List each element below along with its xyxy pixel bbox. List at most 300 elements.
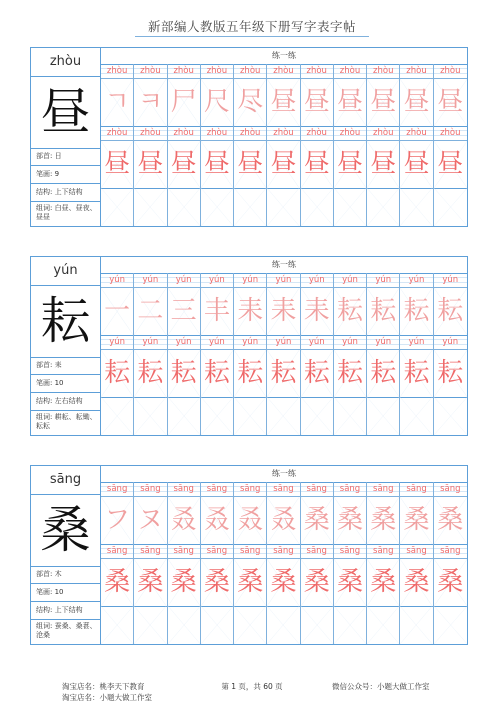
- practice-cell: [334, 126, 367, 189]
- practice-cell: [367, 335, 400, 398]
- char-info-panel: [31, 257, 101, 435]
- practice-cell[interactable]: [367, 397, 400, 435]
- cell-pinyin: yún: [400, 335, 432, 350]
- practice-cell[interactable]: [367, 188, 400, 226]
- practice-cell: [134, 335, 167, 398]
- cell-pinyin: sāng: [367, 544, 399, 559]
- practice-cell: [334, 544, 367, 607]
- tian-grid-box: [367, 288, 399, 336]
- trace-char: 桑: [203, 567, 230, 597]
- practice-cell[interactable]: [301, 606, 334, 644]
- trace-char: 耘: [237, 358, 264, 388]
- trace-char: 桑: [170, 567, 197, 597]
- char-structure: 结构: 上下结构: [31, 184, 100, 202]
- tian-grid-box: [301, 559, 333, 607]
- practice-cell[interactable]: [201, 188, 234, 226]
- stroke-order-char: 耘: [437, 296, 464, 326]
- char-words: 组词: 耕耘、耘锄、耘耘: [36, 413, 97, 430]
- cell-pinyin: sāng: [267, 544, 299, 559]
- tian-grid-box: [367, 141, 399, 189]
- trace-char: 桑: [336, 567, 363, 597]
- practice-cell: [400, 273, 433, 336]
- practice-cell[interactable]: [201, 606, 234, 644]
- cell-pinyin: zhòu: [367, 126, 399, 141]
- tian-grid-box: [201, 559, 233, 607]
- stroke-order-char: 一: [104, 296, 131, 326]
- tian-grid-box: [134, 141, 166, 189]
- cell-pinyin: sāng: [101, 544, 133, 559]
- tian-grid-box: [267, 606, 299, 644]
- practice-cell: [134, 273, 167, 336]
- stroke-order-char: 耒: [237, 296, 264, 326]
- stroke-order-char: 叒: [270, 505, 297, 535]
- footer-page-number: 第 1 页，共 60 页: [221, 682, 283, 691]
- cell-pinyin: zhòu: [234, 64, 266, 79]
- trace-char: 桑: [370, 567, 397, 597]
- char-radical: 部首: 耒: [31, 357, 100, 375]
- tian-grid-box: [101, 288, 133, 336]
- tian-grid-box: [400, 188, 432, 226]
- cell-pinyin: zhòu: [267, 64, 299, 79]
- practice-cell: [134, 482, 167, 545]
- cell-pinyin: zhòu: [334, 126, 366, 141]
- stroke-order-char: 耘: [370, 296, 397, 326]
- cell-pinyin: sāng: [267, 482, 299, 497]
- practice-cell: [234, 544, 267, 607]
- tian-grid-box: [101, 606, 133, 644]
- stroke-order-char: 昼: [403, 87, 430, 117]
- tian-grid-box: [434, 350, 467, 398]
- tian-grid-box: [434, 559, 467, 607]
- practice-row: [101, 273, 467, 336]
- trace-char: 耘: [104, 358, 131, 388]
- cell-pinyin: yún: [101, 273, 133, 288]
- practice-row: [101, 64, 467, 127]
- trace-char: 耘: [170, 358, 197, 388]
- tian-grid-box: [400, 350, 432, 398]
- tian-grid-box: [301, 397, 333, 435]
- char-structure: 结构: 左右结构: [31, 393, 100, 411]
- trace-char: 桑: [270, 567, 297, 597]
- practice-cell: [101, 482, 134, 545]
- practice-cell[interactable]: [168, 606, 201, 644]
- practice-cell: [267, 335, 300, 398]
- cell-pinyin: zhòu: [434, 64, 467, 79]
- char-pinyin: zhòu: [31, 48, 100, 77]
- tian-grid-box: [434, 79, 467, 127]
- cell-pinyin: sāng: [400, 482, 432, 497]
- char-large: 耘: [31, 285, 100, 358]
- title-underline: [135, 36, 369, 37]
- tian-grid-box: [101, 497, 133, 545]
- tian-grid-box: [367, 188, 399, 226]
- tian-grid-box: [101, 397, 133, 435]
- practice-cell: [334, 64, 367, 127]
- stroke-order-char: 昼: [370, 87, 397, 117]
- tian-grid-box: [400, 79, 432, 127]
- footer-shop-2: 淘宝店名：小题大做工作室: [62, 693, 152, 702]
- tian-grid-box: [400, 497, 432, 545]
- cell-pinyin: zhòu: [267, 126, 299, 141]
- practice-cell: [434, 273, 467, 336]
- cell-pinyin: sāng: [367, 482, 399, 497]
- cell-pinyin: yún: [267, 273, 299, 288]
- stroke-order-char: 昼: [270, 87, 297, 117]
- tian-grid-box: [267, 141, 299, 189]
- tian-grid-box: [334, 188, 366, 226]
- practice-heading: 练一练: [101, 48, 467, 65]
- practice-cell[interactable]: [101, 397, 134, 435]
- stroke-order-char: 桑: [336, 505, 363, 535]
- trace-char: 昼: [104, 149, 131, 179]
- tian-grid-box: [301, 79, 333, 127]
- tian-grid-box: [434, 397, 467, 435]
- practice-cell: [367, 544, 400, 607]
- practice-cell: [434, 126, 467, 189]
- practice-cell: [168, 273, 201, 336]
- tian-grid-box: [234, 497, 266, 545]
- practice-cell[interactable]: [267, 397, 300, 435]
- cell-pinyin: yún: [168, 335, 200, 350]
- tian-grid-box: [101, 559, 133, 607]
- stroke-order-char: 桑: [303, 505, 330, 535]
- practice-cell[interactable]: [334, 188, 367, 226]
- tian-grid-box: [168, 288, 200, 336]
- tian-grid-box: [101, 79, 133, 127]
- practice-cell: [267, 64, 300, 127]
- tian-grid-box: [301, 606, 333, 644]
- practice-cell: [234, 482, 267, 545]
- practice-cell: [367, 482, 400, 545]
- tian-grid-box: [267, 288, 299, 336]
- cell-pinyin: zhòu: [101, 64, 133, 79]
- practice-row: [101, 606, 467, 644]
- practice-cell[interactable]: [301, 188, 334, 226]
- practice-cell: [334, 482, 367, 545]
- trace-char: 耘: [336, 358, 363, 388]
- practice-cell: [301, 64, 334, 127]
- tian-grid-box: [400, 397, 432, 435]
- tian-grid-box: [168, 350, 200, 398]
- trace-char: 昼: [370, 149, 397, 179]
- tian-grid-box: [234, 559, 266, 607]
- practice-row: [101, 482, 467, 545]
- tian-grid-box: [301, 188, 333, 226]
- practice-heading: 练一练: [101, 257, 467, 274]
- tian-grid-box: [134, 350, 166, 398]
- practice-row: [101, 397, 467, 435]
- stroke-order-char: 桑: [437, 505, 464, 535]
- stroke-order-char: 尸: [170, 87, 197, 117]
- tian-grid-box: [101, 188, 133, 226]
- trace-char: 桑: [303, 567, 330, 597]
- char-radical: 部首: 木: [31, 566, 100, 584]
- tian-grid-box: [201, 141, 233, 189]
- cell-pinyin: sāng: [134, 482, 166, 497]
- practice-cell: [434, 482, 467, 545]
- tian-grid-box: [201, 79, 233, 127]
- tian-grid-box: [234, 397, 266, 435]
- practice-cell: [367, 126, 400, 189]
- cell-pinyin: zhòu: [201, 126, 233, 141]
- tian-grid-box: [367, 397, 399, 435]
- practice-cell: [400, 544, 433, 607]
- tian-grid-box: [367, 350, 399, 398]
- cell-pinyin: zhòu: [201, 64, 233, 79]
- practice-cell: [400, 335, 433, 398]
- char-pinyin: sāng: [31, 466, 100, 495]
- trace-char: 昼: [270, 149, 297, 179]
- practice-row: [101, 188, 467, 226]
- tian-grid-box: [367, 559, 399, 607]
- stroke-order-char: 三: [170, 296, 197, 326]
- practice-cell[interactable]: [201, 397, 234, 435]
- tian-grid-box: [267, 559, 299, 607]
- cell-pinyin: sāng: [334, 482, 366, 497]
- practice-cell: [101, 126, 134, 189]
- tian-grid-box: [334, 350, 366, 398]
- practice-cell: [134, 126, 167, 189]
- practice-cell[interactable]: [234, 606, 267, 644]
- practice-cell[interactable]: [267, 188, 300, 226]
- tian-grid-box: [234, 188, 266, 226]
- cell-pinyin: sāng: [301, 482, 333, 497]
- char-card: [30, 465, 468, 645]
- stroke-order-char: 叒: [170, 505, 197, 535]
- stroke-order-char: 昼: [336, 87, 363, 117]
- trace-char: 耘: [203, 358, 230, 388]
- trace-char: 昼: [237, 149, 264, 179]
- practice-cell: [434, 64, 467, 127]
- cell-pinyin: zhòu: [367, 64, 399, 79]
- tian-grid-box: [134, 497, 166, 545]
- practice-cell[interactable]: [434, 397, 467, 435]
- tian-grid-box: [234, 288, 266, 336]
- cell-pinyin: yún: [168, 273, 200, 288]
- tian-grid-box: [101, 141, 133, 189]
- trace-char: 昼: [303, 149, 330, 179]
- tian-grid-box: [334, 397, 366, 435]
- practice-cell: [201, 64, 234, 127]
- tian-grid-box: [434, 497, 467, 545]
- stroke-order-char: フ: [104, 505, 131, 535]
- practice-cell: [434, 544, 467, 607]
- cell-pinyin: zhòu: [134, 64, 166, 79]
- stroke-order-char: 桑: [370, 505, 397, 535]
- practice-row: [101, 126, 467, 189]
- cell-pinyin: zhòu: [168, 126, 200, 141]
- practice-cell: [434, 335, 467, 398]
- practice-heading: 练一练: [101, 466, 467, 483]
- practice-cell: [101, 335, 134, 398]
- practice-cell[interactable]: [134, 606, 167, 644]
- practice-cell: [334, 335, 367, 398]
- cell-pinyin: zhòu: [434, 126, 467, 141]
- tian-grid-box: [434, 288, 467, 336]
- footer-wechat: 微信公众号：小题大做工作室: [332, 682, 430, 691]
- tian-grid-box: [201, 350, 233, 398]
- tian-grid-box: [400, 288, 432, 336]
- trace-char: 昼: [203, 149, 230, 179]
- cell-pinyin: zhòu: [400, 126, 432, 141]
- tian-grid-box: [201, 497, 233, 545]
- stroke-order-char: 叒: [203, 505, 230, 535]
- tian-grid-box: [334, 497, 366, 545]
- practice-cell[interactable]: [267, 606, 300, 644]
- char-words: 组词: 白昼、昼夜、昼昼: [36, 204, 97, 221]
- practice-cell[interactable]: [367, 606, 400, 644]
- tian-grid-box: [367, 497, 399, 545]
- tian-grid-box: [168, 141, 200, 189]
- cell-pinyin: yún: [234, 273, 266, 288]
- tian-grid-box: [367, 79, 399, 127]
- cell-pinyin: sāng: [434, 482, 467, 497]
- cell-pinyin: yún: [201, 335, 233, 350]
- stroke-order-char: 昼: [303, 87, 330, 117]
- practice-cell: [234, 64, 267, 127]
- cell-pinyin: yún: [301, 273, 333, 288]
- cell-pinyin: zhòu: [400, 64, 432, 79]
- practice-cell[interactable]: [400, 606, 433, 644]
- tian-grid-box: [301, 350, 333, 398]
- cell-pinyin: yún: [267, 335, 299, 350]
- practice-cell: [101, 273, 134, 336]
- tian-grid-box: [134, 559, 166, 607]
- practice-cell: [168, 335, 201, 398]
- cell-pinyin: yún: [234, 335, 266, 350]
- char-strokes: 笔画: 10: [31, 375, 100, 393]
- stroke-order-char: ㅋ: [137, 87, 163, 117]
- cell-pinyin: yún: [101, 335, 133, 350]
- tian-grid-box: [201, 606, 233, 644]
- tian-grid-box: [434, 141, 467, 189]
- practice-cell[interactable]: [434, 606, 467, 644]
- tian-grid-box: [267, 350, 299, 398]
- practice-cell[interactable]: [434, 188, 467, 226]
- char-strokes: 笔画: 10: [31, 584, 100, 602]
- tian-grid-box: [201, 288, 233, 336]
- cell-pinyin: sāng: [234, 544, 266, 559]
- practice-cell: [367, 64, 400, 127]
- tian-grid-box: [101, 350, 133, 398]
- practice-cell: [301, 126, 334, 189]
- practice-cell: [134, 544, 167, 607]
- tian-grid-box: [168, 606, 200, 644]
- char-structure: 结构: 上下结构: [31, 602, 100, 620]
- tian-grid-box: [334, 141, 366, 189]
- practice-cell: [367, 273, 400, 336]
- tian-grid-box: [234, 79, 266, 127]
- practice-grid: [101, 466, 467, 644]
- practice-cell: [201, 544, 234, 607]
- tian-grid-box: [234, 141, 266, 189]
- practice-cell: [400, 482, 433, 545]
- practice-cell[interactable]: [134, 397, 167, 435]
- practice-cell: [134, 64, 167, 127]
- practice-cell[interactable]: [134, 188, 167, 226]
- trace-char: 耘: [370, 358, 397, 388]
- cell-pinyin: sāng: [201, 544, 233, 559]
- practice-cell[interactable]: [234, 188, 267, 226]
- tian-grid-box: [201, 397, 233, 435]
- cell-pinyin: sāng: [168, 544, 200, 559]
- char-info-panel: [31, 48, 101, 226]
- tian-grid-box: [168, 397, 200, 435]
- trace-char: 耘: [270, 358, 297, 388]
- practice-cell: [168, 482, 201, 545]
- practice-cell[interactable]: [334, 606, 367, 644]
- char-info-panel: [31, 466, 101, 644]
- trace-char: 昼: [170, 149, 197, 179]
- practice-cell[interactable]: [301, 397, 334, 435]
- cell-pinyin: sāng: [334, 544, 366, 559]
- practice-cell: [301, 335, 334, 398]
- cell-pinyin: yún: [334, 273, 366, 288]
- practice-cell[interactable]: [400, 188, 433, 226]
- practice-cell[interactable]: [168, 188, 201, 226]
- cell-pinyin: sāng: [134, 544, 166, 559]
- tian-grid-box: [334, 559, 366, 607]
- tian-grid-box: [301, 497, 333, 545]
- practice-cell[interactable]: [400, 397, 433, 435]
- cell-pinyin: sāng: [201, 482, 233, 497]
- stroke-order-char: ヌ: [137, 505, 164, 535]
- practice-cell: [201, 273, 234, 336]
- trace-char: 耘: [303, 358, 330, 388]
- practice-cell: [334, 273, 367, 336]
- page-title: 新部编人教版五年级下册写字表字帖: [147, 19, 356, 34]
- cell-pinyin: sāng: [434, 544, 467, 559]
- stroke-order-char: 耒: [270, 296, 297, 326]
- cell-pinyin: zhòu: [168, 64, 200, 79]
- cell-pinyin: sāng: [301, 544, 333, 559]
- trace-char: 耘: [437, 358, 464, 388]
- cell-pinyin: sāng: [168, 482, 200, 497]
- practice-cell: [267, 544, 300, 607]
- tian-grid-box: [168, 559, 200, 607]
- stroke-order-char: 耘: [403, 296, 430, 326]
- cell-pinyin: zhòu: [101, 126, 133, 141]
- tian-grid-box: [134, 79, 166, 127]
- practice-cell[interactable]: [101, 606, 134, 644]
- practice-cell: [101, 544, 134, 607]
- practice-cell[interactable]: [234, 397, 267, 435]
- stroke-order-char: 昼: [437, 87, 464, 117]
- tian-grid-box: [134, 606, 166, 644]
- tian-grid-box: [267, 497, 299, 545]
- char-card: [30, 47, 468, 227]
- practice-cell: [201, 335, 234, 398]
- stroke-order-char: 叒: [237, 505, 264, 535]
- practice-cell: [101, 64, 134, 127]
- practice-grid: [101, 48, 467, 226]
- cell-pinyin: zhòu: [301, 126, 333, 141]
- tian-grid-box: [168, 497, 200, 545]
- stroke-order-char: ㄱ: [104, 87, 130, 117]
- practice-cell[interactable]: [334, 397, 367, 435]
- trace-char: 昼: [403, 149, 430, 179]
- practice-cell: [267, 482, 300, 545]
- practice-cell[interactable]: [168, 397, 201, 435]
- tian-grid-box: [234, 606, 266, 644]
- practice-cell: [168, 126, 201, 189]
- trace-char: 昼: [137, 149, 164, 179]
- practice-cell[interactable]: [101, 188, 134, 226]
- stroke-order-char: 耘: [336, 296, 363, 326]
- cell-pinyin: sāng: [101, 482, 133, 497]
- cell-pinyin: yún: [334, 335, 366, 350]
- trace-char: 耘: [137, 358, 164, 388]
